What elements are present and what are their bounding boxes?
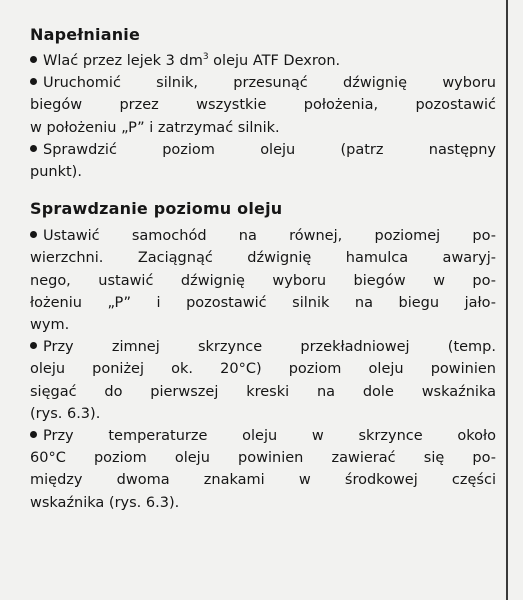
bullet-icon <box>30 231 37 238</box>
text-line: wym. <box>30 317 70 334</box>
text-fragment: Ustawić samochód na równej, poziomej po- <box>43 228 496 245</box>
text-line <box>30 72 496 94</box>
text-line <box>30 50 496 72</box>
bullet-icon <box>30 342 37 349</box>
bullet-icon <box>30 145 37 152</box>
text-line: punkt). <box>30 164 82 181</box>
superscript: 3 <box>202 52 209 62</box>
text-line: wierzchni. Zaciągnąć dźwignię hamulca awaryj- <box>30 250 496 267</box>
text-line: wskaźnika (rys. 6.3). <box>30 494 180 511</box>
text-line: w położeniu „P” i zatrzymać silnik. <box>30 119 280 136</box>
text-line <box>30 139 496 161</box>
text-line <box>30 336 496 358</box>
text-line: (rys. 6.3). <box>30 405 101 422</box>
text-line <box>30 425 496 447</box>
text-line: sięgać do pierwszej kreski na dole wskaźnika <box>30 383 496 400</box>
bullet-item <box>30 425 496 514</box>
text-fragment: Przy temperaturze oleju w skrzynce około <box>43 428 496 445</box>
bullet-item <box>30 139 496 183</box>
bullet-icon <box>30 431 37 438</box>
bullet-item <box>30 72 496 139</box>
text-line: nego, ustawić dźwignię wyboru biegów w po- <box>30 272 496 289</box>
bullet-item <box>30 50 496 72</box>
text-line: między dwoma znakami w środkowej części <box>30 472 496 489</box>
section-heading: Sprawdzanie poziomu oleju <box>30 199 283 219</box>
text-line: łożeniu „P” i pozostawić silnik na biegu jało- <box>30 294 496 311</box>
text-fragment: Uruchomić silnik, przesunąć dźwignię wyboru <box>43 75 496 92</box>
bullet-item <box>30 225 496 336</box>
section-sprawdzanie-poziomu <box>30 198 496 514</box>
text-line: 60°C poziom oleju powinien zawierać się po- <box>30 450 496 467</box>
text-fragment: Przy zimnej skrzynce przekładniowej (temp. <box>43 339 496 356</box>
text-fragment: oleju ATF Dexron. <box>208 53 341 69</box>
text-line <box>30 225 496 247</box>
text-line: oleju poniżej ok. 20°C) poziom oleju powinien <box>30 361 496 378</box>
content-column <box>30 24 496 514</box>
text-fragment: Wlać przez lejek 3 dm <box>43 53 203 69</box>
bullet-item <box>30 336 496 425</box>
section-napelnianie <box>30 24 496 183</box>
text-line: biegów przez wszystkie położenia, pozostawić <box>30 97 496 114</box>
page-edge-rule <box>506 0 508 600</box>
section-heading: Napełnianie <box>30 25 141 44</box>
bullet-icon <box>30 78 37 85</box>
bullet-icon <box>30 56 37 63</box>
text-fragment: Sprawdzić poziom oleju (patrz następny <box>43 141 496 158</box>
